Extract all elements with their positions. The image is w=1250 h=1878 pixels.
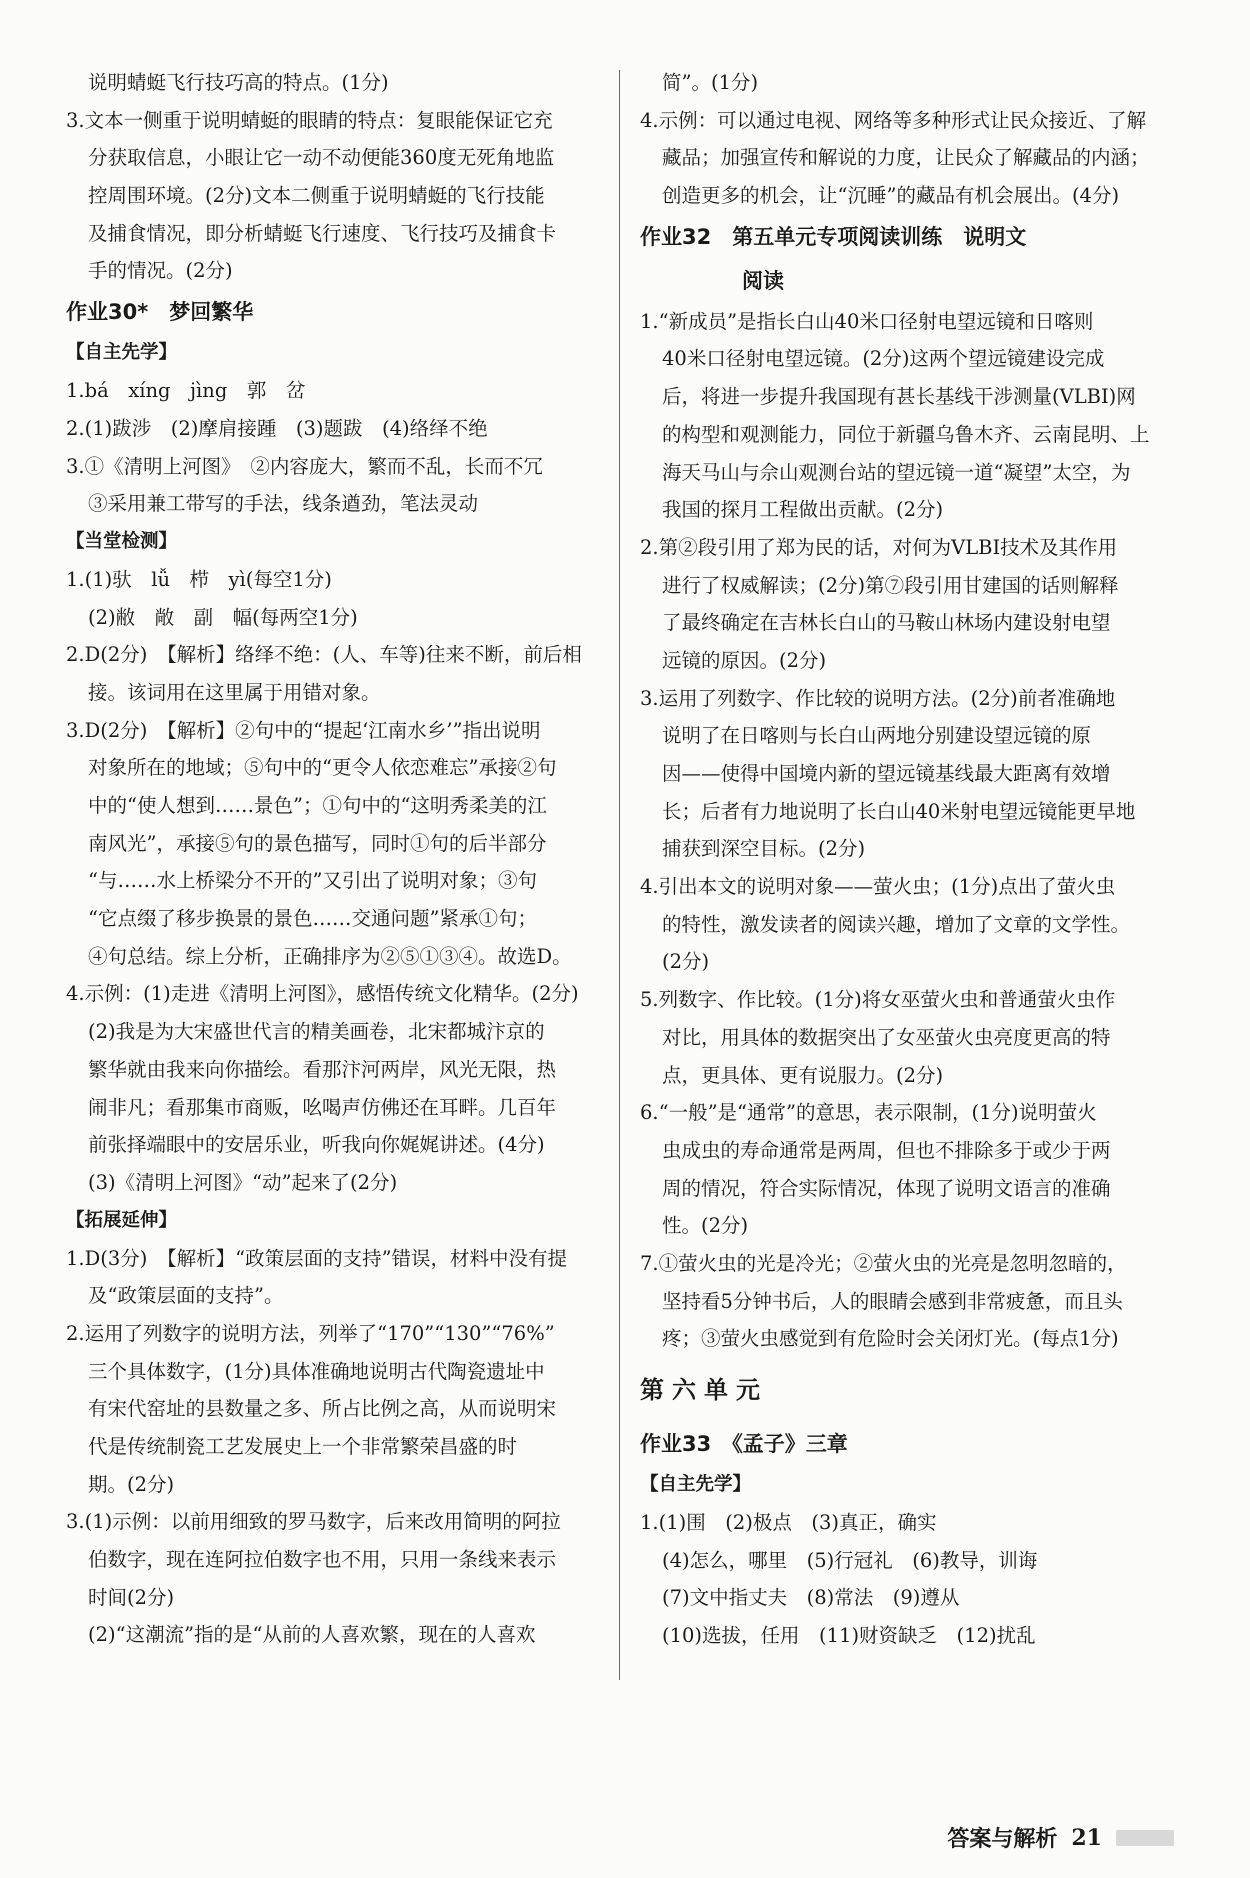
assignment-heading-cont: 阅读 xyxy=(742,268,784,293)
left-column xyxy=(66,64,604,1654)
text-line: 中的“使人想到……景色”；①句中的“这明秀柔美的江 xyxy=(88,794,547,817)
unit-heading: 第六单元 xyxy=(640,1376,768,1404)
text-line: 因——使得中国境内新的望远镜基线最大距离有效增 xyxy=(662,762,1111,785)
section-label: 【自主先学】 xyxy=(640,1474,752,1495)
text-line: (10)选拔，任用 (11)财资缺乏 (12)扰乱 xyxy=(662,1624,1036,1648)
text-line: 前张择端眼中的安居乐业，听我向你娓娓讲述。(4分) xyxy=(88,1133,545,1157)
section-label: 【拓展延伸】 xyxy=(66,1209,178,1231)
page-footer xyxy=(947,1822,1174,1853)
text-line: 远镜的原因。(2分) xyxy=(662,648,827,672)
section-label: 【当堂检测】 xyxy=(66,530,178,552)
text-line: 对象所在的地域；⑤句中的“更令人依恋难忘”承接②句 xyxy=(88,756,557,780)
text-line: ③采用兼工带写的手法，线条遒劲，笔法灵动 xyxy=(88,492,479,516)
text-line: 1.“新成员”是指长白山40米口径射电望远镜和日喀则 xyxy=(640,309,1094,333)
text-line: 3.(1)示例：以前用细致的罗马数字，后来改用简明的阿拉 xyxy=(66,1510,561,1534)
text-line: 3.运用了列数字、作比较的说明方法。(2分)前者准确地 xyxy=(640,686,1116,710)
section-label: 【自主先学】 xyxy=(66,342,178,364)
text-line: 时间(2分) xyxy=(88,1585,175,1609)
text-line: (7)文中指丈夫 (8)常法 (9)遵从 xyxy=(662,1586,960,1610)
text-line: 4.引出本文的说明对象——萤火虫；(1分)点出了萤火虫 xyxy=(640,875,1116,899)
text-line: 三个具体数字，(1分)具体准确地说明古代陶瓷遗址中 xyxy=(88,1359,545,1383)
text-line: 1.bá xíng jìng 郭 岔 xyxy=(66,379,306,403)
page-number: 21 xyxy=(1071,1824,1102,1851)
text-line: 及捕食情况，即分析蜻蜓飞行速度、飞行技巧及捕食卡 xyxy=(88,221,557,245)
text-line: 虫成虫的寿命通常是两周，但也不排除多于或少于两 xyxy=(662,1138,1111,1162)
text-line: 坚持看5分钟书后，人的眼睛会感到非常疲惫，而且头 xyxy=(662,1289,1123,1313)
text-line: 简”。(1分) xyxy=(662,71,759,94)
footer-decoration xyxy=(1116,1830,1174,1846)
text-line: 2.(1)跋涉 (2)摩肩接踵 (3)题跋 (4)络绎不绝 xyxy=(66,416,488,440)
text-line: 及“政策层面的支持”。 xyxy=(88,1284,284,1308)
text-line: 2.运用了列数字的说明方法，列举了“170”“130”“76%” xyxy=(66,1321,555,1345)
column-divider xyxy=(619,70,620,1680)
right-column xyxy=(640,64,1180,1655)
text-line: 藏品；加强宣传和解说的力度，让民众了解藏品的内涵； xyxy=(662,146,1150,170)
text-line: 繁华就由我来向你描绘。看那汴河两岸，风光无限，热 xyxy=(88,1057,557,1081)
text-line: 的构型和观测能力，同位于新疆乌鲁木齐、云南昆明、上 xyxy=(662,422,1150,446)
text-line: 疼；③萤火虫感觉到有危险时会关闭灯光。(每点1分) xyxy=(662,1327,1119,1351)
text-line: (4)怎么，哪里 (5)行冠礼 (6)教导，训诲 xyxy=(662,1548,1038,1572)
text-line: 点，更具体、更有说服力。(2分) xyxy=(662,1063,944,1087)
text-line: 控周围环境。(2分)文本二侧重于说明蜻蜓的飞行技能 xyxy=(88,184,545,208)
text-line: 1.D(3分) 【解析】“政策层面的支持”错误，材料中没有提 xyxy=(66,1246,568,1270)
text-line: 南风光”，承接⑤句的景色描写，同时①句的后半部分 xyxy=(88,831,547,855)
text-line: (2分) xyxy=(662,950,710,974)
text-line: (2)敝 敞 副 幅(每两空1分) xyxy=(88,605,358,629)
text-line: 手的情况。(2分) xyxy=(88,259,233,283)
text-line: 说明蜻蜓飞行技巧高的特点。(1分) xyxy=(88,71,389,94)
text-line: 3.文本一侧重于说明蜻蜓的眼睛的特点：复眼能保证它充 xyxy=(66,108,553,132)
text-line: 3.D(2分) 【解析】②句中的“提起‘江南水乡’”指出说明 xyxy=(66,718,541,742)
text-line: 海天马山与佘山观测台站的望远镜一道“凝望”太空，为 xyxy=(662,460,1131,484)
text-line: 期。(2分) xyxy=(88,1472,175,1496)
text-line: 伯数字，现在连阿拉伯数字也不用，只用一条线来表示 xyxy=(88,1548,557,1572)
text-line: 5.列数字、作比较。(1分)将女巫萤火虫和普通萤火虫作 xyxy=(640,988,1116,1012)
footer-title: 答案与解析 xyxy=(947,1827,1058,1852)
text-line: 1.(1)围 (2)极点 (3)真正，确实 xyxy=(640,1511,937,1534)
text-line: 我国的探月工程做出贡献。(2分) xyxy=(662,498,944,522)
text-line: (3)《清明上河图》“动”起来了(2分) xyxy=(88,1170,398,1194)
text-line: “与……水上桥梁分不开的”又引出了说明对象；③句 xyxy=(88,869,537,893)
text-line: (2)我是为大宋盛世代言的精美画卷，北宋都城汴京的 xyxy=(88,1020,545,1044)
text-line: 4.示例：可以通过电视、网络等多种形式让民众接近、了解 xyxy=(640,108,1147,132)
text-line: 3.①《清明上河图》 ②内容庞大，繁而不乱，长而不冗 xyxy=(66,454,543,478)
text-line: 说明了在日喀则与长白山两地分别建设望远镜的原 xyxy=(662,724,1092,748)
text-line: 7.①萤火虫的光是冷光；②萤火虫的光亮是忽明忽暗的， xyxy=(640,1251,1127,1275)
text-line: 接。该词用在这里属于用错对象。 xyxy=(88,680,381,704)
text-line: 分获取信息，小眼让它一动不动便能360度无死角地监 xyxy=(88,146,555,170)
text-line: 有宋代窑址的县数量之多、所占比例之高，从而说明宋 xyxy=(88,1397,557,1421)
text-line: 创造更多的机会，让“沉睡”的藏品有机会展出。(4分) xyxy=(662,184,1120,208)
text-line: 1.(1)驮 lǚ 栉 yì(每空1分) xyxy=(66,567,332,591)
text-line: 4.示例：(1)走进《清明上河图》，感悟传统文化精华。(2分) xyxy=(66,982,579,1006)
text-line: 代是传统制瓷工艺发展史上一个非常繁荣昌盛的时 xyxy=(88,1435,518,1458)
text-line: 6.“一般”是“通常”的意思，表示限制，(1分)说明萤火 xyxy=(640,1101,1097,1125)
assignment-heading: 作业30* 梦回繁华 xyxy=(66,300,254,325)
text-line: (2)“这潮流”指的是“从前的人喜欢繁，现在的人喜欢 xyxy=(88,1623,536,1647)
text-line: 的特性，激发读者的阅读兴趣，增加了文章的文学性。 xyxy=(662,912,1131,936)
text-line: 闹非凡；看那集市商贩，吆喝声仿佛还在耳畔。几百年 xyxy=(88,1095,557,1119)
text-line: 周的情况，符合实际情况，体现了说明文语言的准确 xyxy=(662,1176,1111,1200)
text-line: “它点缀了移步换景的景色……交通问题”紧承①句； xyxy=(88,907,537,931)
text-line: 捕获到深空目标。(2分) xyxy=(662,837,866,861)
text-line: 了最终确定在吉林长白山的马鞍山林场内建设射电望 xyxy=(662,611,1111,635)
text-line: 后，将进一步提升我国现有甚长基线干涉测量(VLBI)网 xyxy=(662,385,1136,409)
text-line: 40米口径射电望远镜。(2分)这两个望远镜建设完成 xyxy=(662,347,1105,371)
text-line: 性。(2分) xyxy=(662,1214,749,1238)
assignment-heading: 作业33 《孟子》三章 xyxy=(640,1432,848,1456)
text-line: 长；后者有力地说明了长白山40米射电望远镜能更早地 xyxy=(662,799,1136,823)
text-line: 进行了权威解读；(2分)第⑦段引用甘建国的话则解释 xyxy=(662,573,1119,597)
text-line: ④句总结。综上分析，正确排序为②⑤①③④。故选D。 xyxy=(88,944,572,968)
text-line: 对比，用具体的数据突出了女巫萤火虫亮度更高的特 xyxy=(662,1025,1111,1049)
text-line: 2.第②段引用了郑为民的话，对何为VLBI技术及其作用 xyxy=(640,535,1118,559)
text-line: 2.D(2分) 【解析】络绎不绝：(人、车等)往来不断，前后相 xyxy=(66,643,582,667)
assignment-heading: 作业32 第五单元专项阅读训练 说明文 xyxy=(640,224,1027,249)
